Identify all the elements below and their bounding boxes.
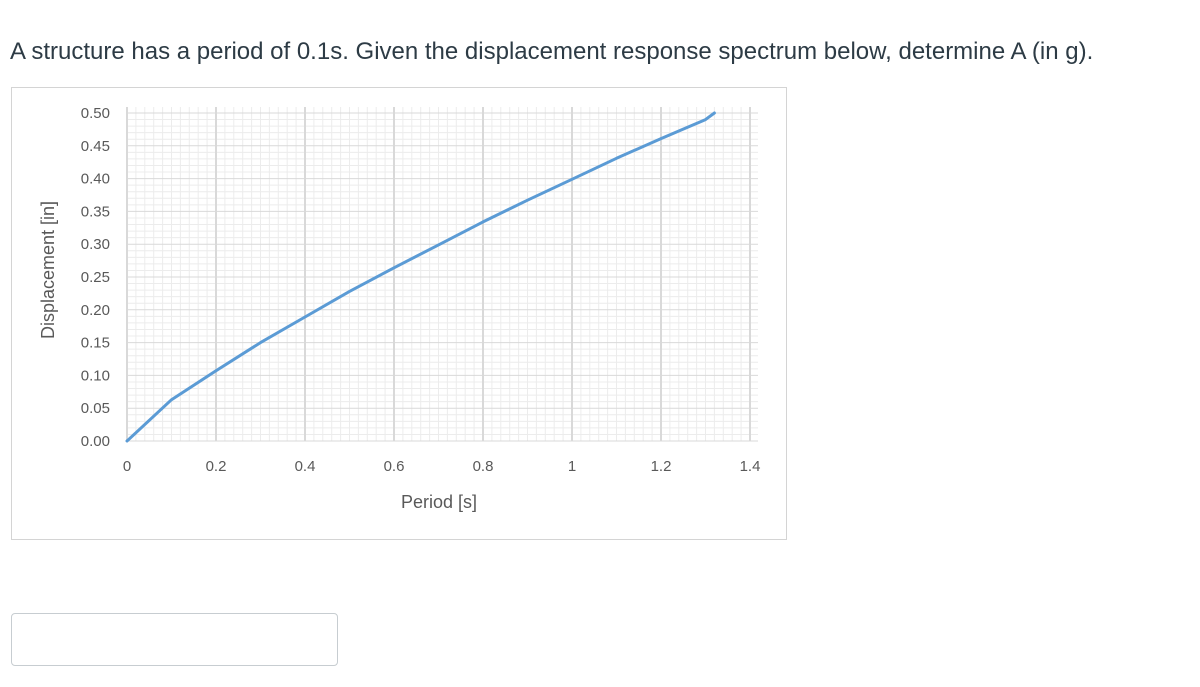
x-tick-label: 0.2	[205, 458, 227, 475]
x-tick-label: 0.6	[383, 458, 405, 475]
y-tick-label: 0.45	[80, 137, 110, 155]
y-tick-label: 0.20	[80, 301, 110, 319]
y-tick-label: 0.35	[80, 203, 110, 221]
x-axis-ticks	[123, 458, 761, 475]
y-tick-label: 0.40	[80, 170, 110, 188]
x-tick-label: 1	[567, 458, 577, 475]
y-axis-title: Displacement [in]	[38, 200, 58, 340]
answer-input[interactable]	[11, 613, 338, 666]
y-tick-label: 0.15	[80, 334, 110, 352]
displacement-spectrum-chart	[11, 87, 787, 540]
x-tick-label: 0.8	[472, 458, 494, 475]
x-tick-label: 1.4	[739, 458, 761, 475]
y-tick-label: 0.00	[80, 433, 110, 450]
y-tick-label: 0.30	[80, 236, 110, 254]
question-text: A structure has a period of 0.1s. Given the displacement response spectrum below, determine A (in g).	[10, 38, 1094, 65]
x-tick-label: 0	[122, 458, 132, 475]
y-axis-ticks	[81, 105, 110, 450]
x-tick-label: 1.2	[650, 458, 672, 475]
x-axis-title: Period [s]	[400, 492, 478, 512]
chart-grid	[127, 107, 758, 441]
y-tick-label: 0.50	[80, 105, 110, 122]
x-tick-label: 0.4	[294, 458, 316, 475]
y-tick-label: 0.25	[80, 269, 110, 286]
chart-svg	[12, 88, 786, 539]
y-tick-label: 0.10	[80, 367, 110, 385]
y-tick-label: 0.05	[80, 400, 110, 418]
